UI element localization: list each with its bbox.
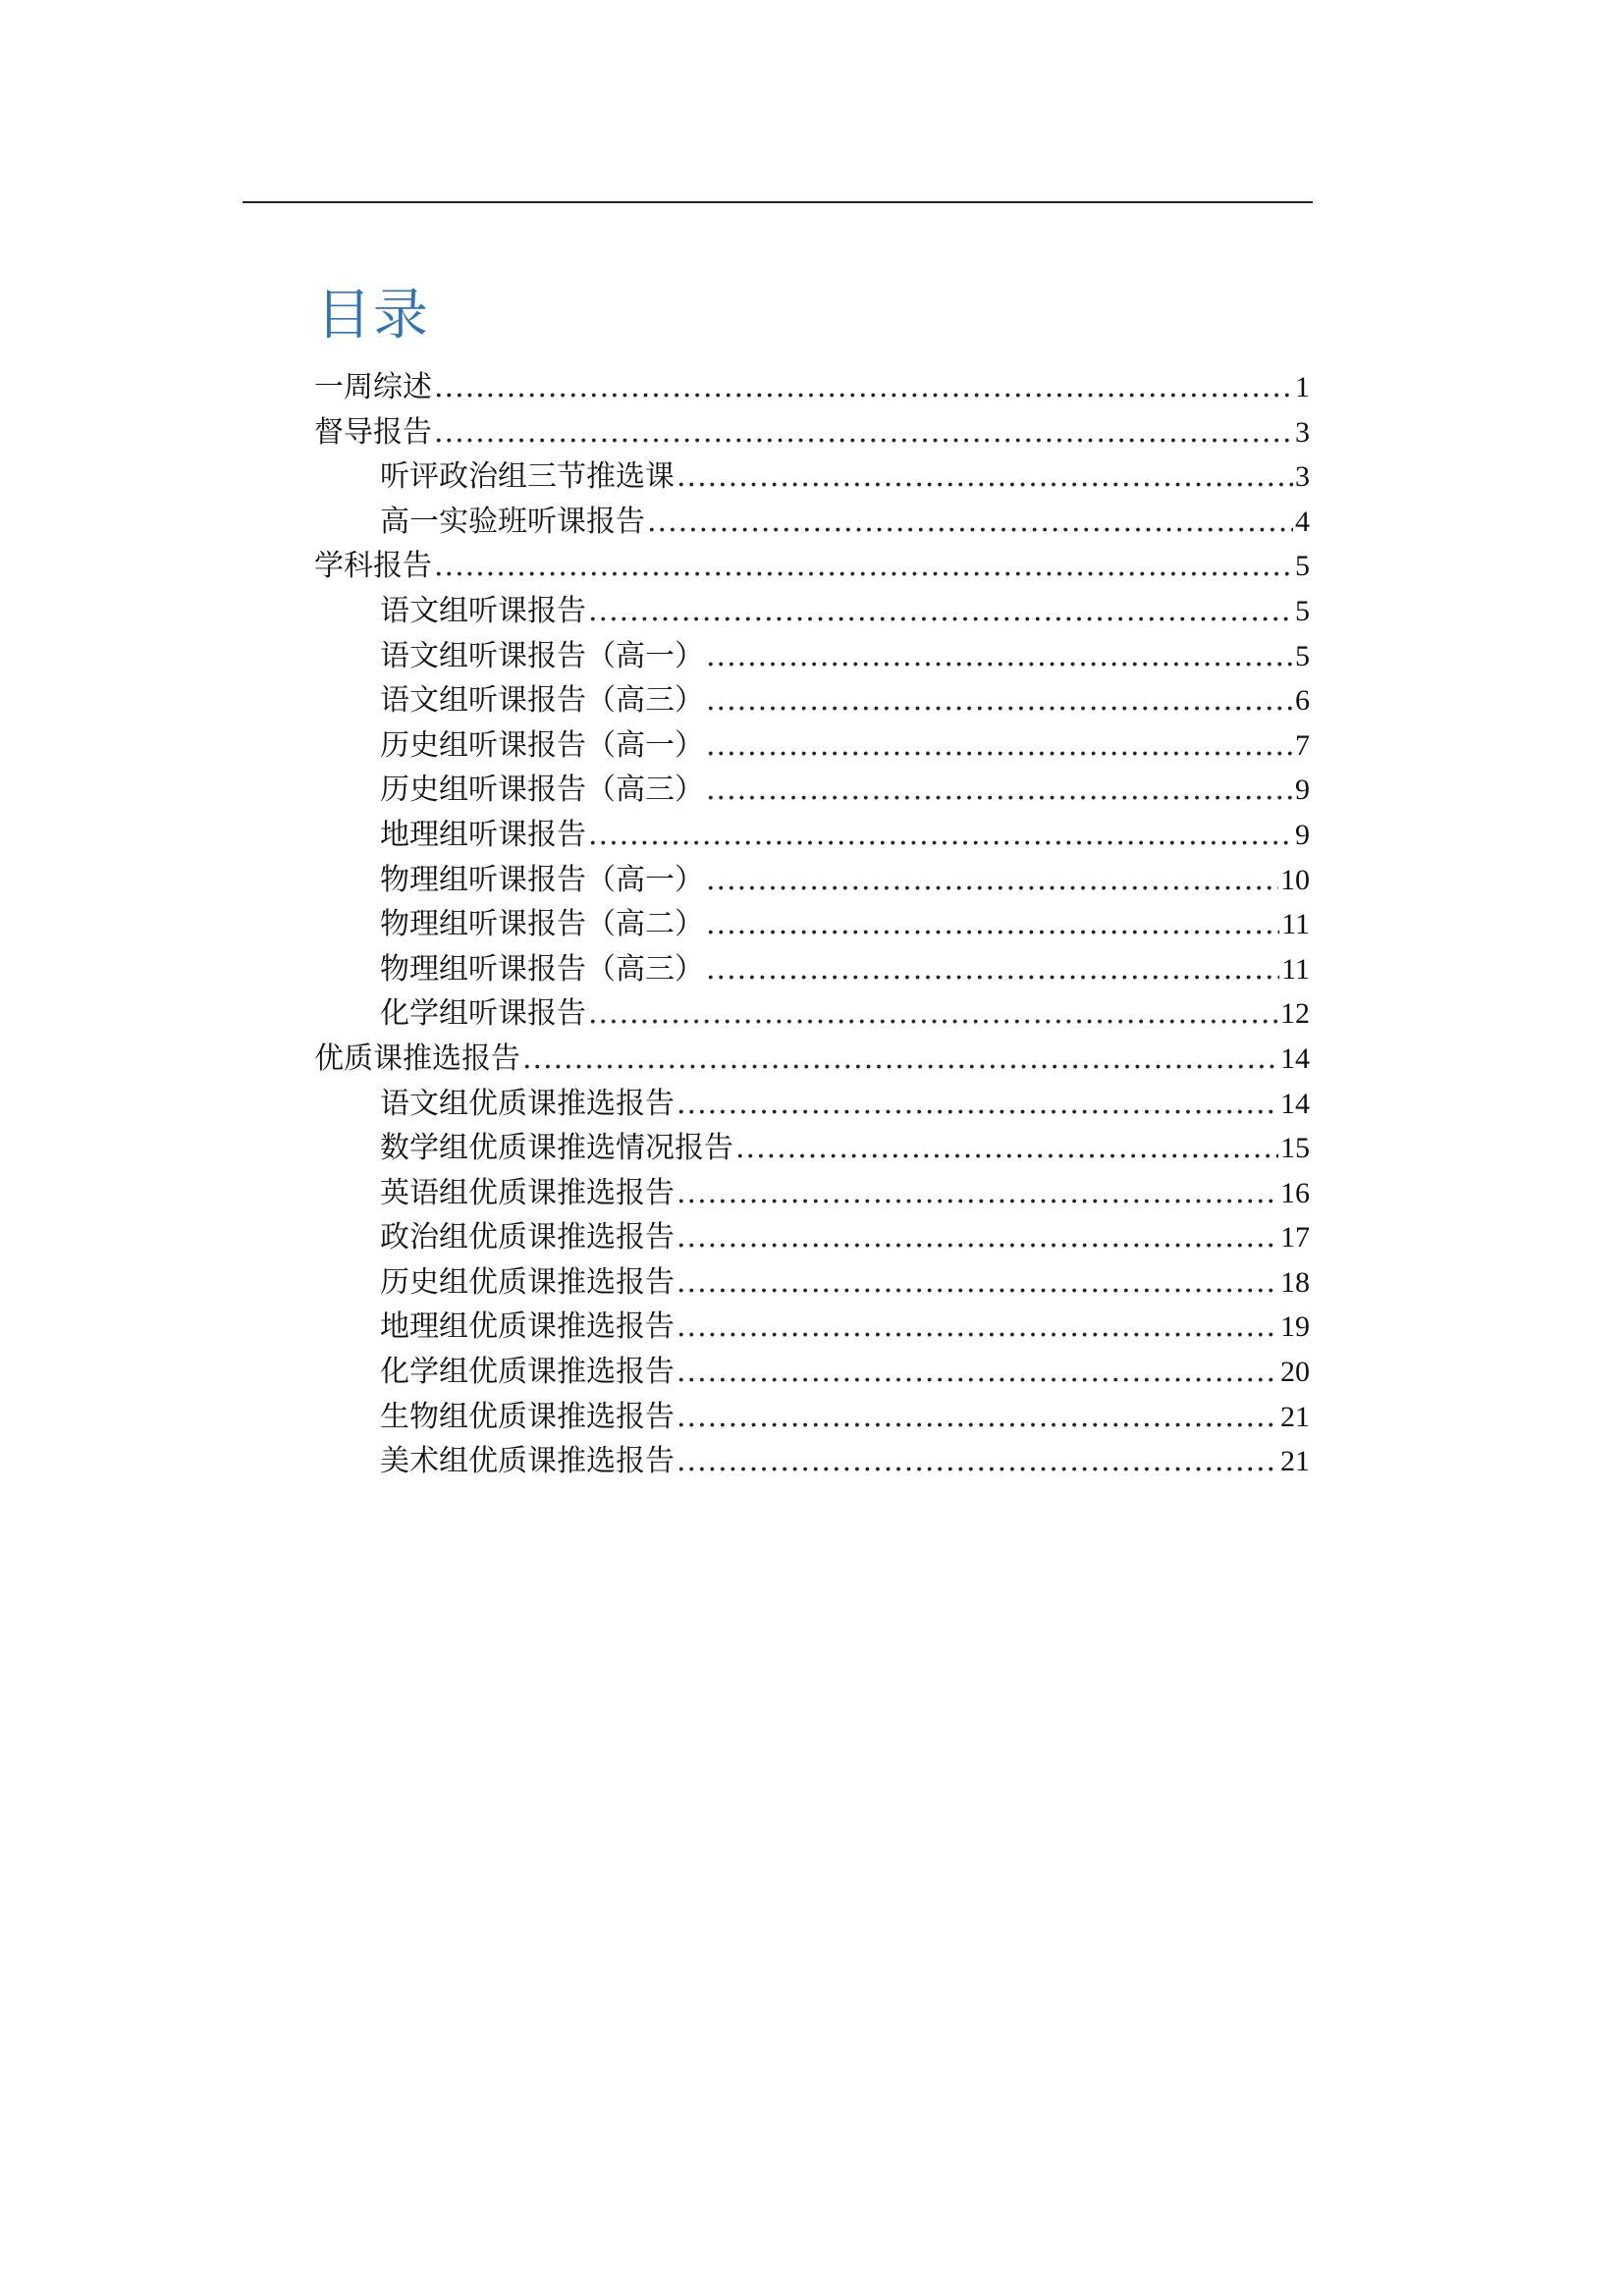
toc-entry[interactable]: [314, 1260, 1310, 1306]
toc-entry-page-number: 3: [1295, 415, 1310, 449]
toc-dot-leader: [434, 544, 1293, 589]
toc-entry-page-number: 17: [1280, 1221, 1310, 1255]
toc-entry-label: 督导报告: [314, 414, 432, 450]
toc-entry[interactable]: [314, 634, 1310, 679]
toc-dot-leader: [706, 678, 1293, 723]
toc-dot-leader: [522, 1037, 1278, 1082]
toc-entry-label: 语文组听课报告（高一）: [380, 638, 704, 673]
toc-entry-page-number: 18: [1280, 1265, 1310, 1299]
toc-dot-leader: [588, 589, 1293, 634]
toc-entry-page-number: 10: [1280, 863, 1310, 896]
toc-entry-page-number: 19: [1280, 1310, 1310, 1344]
toc-entry[interactable]: [314, 1439, 1310, 1484]
toc-entry-page-number: 14: [1280, 1087, 1310, 1120]
toc-entry-page-number: 9: [1295, 818, 1310, 851]
toc-entry-page-number: 4: [1295, 505, 1310, 538]
toc-entry[interactable]: [314, 1215, 1310, 1260]
toc-entry-label: 地理组听课报告: [380, 817, 586, 852]
toc-entry-page-number: 15: [1280, 1132, 1310, 1165]
toc-entry-page-number: 1: [1295, 371, 1310, 403]
toc-entry[interactable]: [314, 589, 1310, 634]
toc-dot-leader: [677, 454, 1293, 500]
toc-entry-page-number: 11: [1281, 908, 1310, 941]
toc-entry-label: 优质课推选报告: [314, 1041, 520, 1076]
toc-entry[interactable]: [314, 410, 1310, 455]
toc-entry-label: 数学组优质课推选情况报告: [380, 1131, 733, 1166]
toc-entry-label: 地理组优质课推选报告: [380, 1309, 675, 1345]
toc-entry-label: 物理组听课报告（高一）: [380, 862, 704, 897]
table-of-contents: [314, 365, 1310, 1484]
toc-dot-leader: [706, 902, 1279, 947]
toc-entry-page-number: 6: [1295, 684, 1310, 718]
toc-entry[interactable]: [314, 678, 1310, 723]
toc-entry-page-number: 3: [1295, 460, 1310, 494]
toc-dot-leader: [647, 500, 1293, 545]
toc-entry-page-number: 11: [1281, 952, 1310, 986]
toc-dot-leader: [677, 1439, 1278, 1484]
toc-dot-leader: [677, 1305, 1278, 1350]
toc-entry-page-number: 9: [1295, 774, 1310, 807]
toc-entry-label: 化学组优质课推选报告: [380, 1355, 675, 1390]
toc-entry-page-number: 12: [1280, 997, 1310, 1031]
toc-entry-label: 历史组听课报告（高一）: [380, 727, 704, 763]
toc-entry-label: 生物组优质课推选报告: [380, 1399, 675, 1434]
toc-entry[interactable]: [314, 1082, 1310, 1127]
toc-entry-label: 美术组优质课推选报告: [380, 1444, 675, 1479]
toc-entry-label: 化学组听课报告: [380, 996, 586, 1032]
toc-entry-page-number: 21: [1280, 1445, 1310, 1478]
toc-dot-leader: [706, 768, 1293, 813]
toc-entry[interactable]: [314, 813, 1310, 858]
toc-entry-page-number: 5: [1295, 594, 1310, 627]
toc-entry-label: 听评政治组三节推选课: [380, 459, 675, 495]
toc-entry-label: 语文组听课报告（高三）: [380, 683, 704, 719]
toc-dot-leader: [677, 1395, 1278, 1440]
toc-title: 目录: [316, 284, 430, 347]
toc-dot-leader: [434, 365, 1293, 410]
toc-entry[interactable]: [314, 991, 1310, 1037]
toc-entry-label: 一周综述: [314, 370, 432, 404]
toc-entry[interactable]: [314, 544, 1310, 589]
toc-entry[interactable]: [314, 858, 1310, 903]
toc-dot-leader: [706, 723, 1293, 769]
toc-entry-label: 语文组优质课推选报告: [380, 1086, 675, 1121]
toc-entry-label: 政治组优质课推选报告: [380, 1220, 675, 1255]
toc-entry-label: 历史组优质课推选报告: [380, 1264, 675, 1300]
toc-entry[interactable]: [314, 500, 1310, 545]
toc-entry[interactable]: [314, 1171, 1310, 1216]
toc-entry-label: 高一实验班听课报告: [380, 504, 645, 539]
toc-entry-page-number: 7: [1295, 728, 1310, 762]
toc-dot-leader: [677, 1082, 1278, 1127]
toc-dot-leader: [706, 634, 1293, 679]
toc-entry-label: 物理组听课报告（高三）: [380, 951, 704, 987]
toc-dot-leader: [706, 947, 1279, 992]
toc-dot-leader: [735, 1126, 1278, 1171]
toc-entry-page-number: 5: [1295, 550, 1310, 583]
toc-entry-label: 英语组优质课推选报告: [380, 1175, 675, 1210]
toc-dot-leader: [677, 1350, 1278, 1395]
toc-entry[interactable]: [314, 365, 1310, 410]
toc-entry-label: 语文组听课报告: [380, 593, 586, 628]
toc-entry[interactable]: [314, 1126, 1310, 1171]
toc-entry[interactable]: [314, 1037, 1310, 1082]
toc-entry-page-number: 16: [1280, 1176, 1310, 1209]
toc-entry-page-number: 14: [1280, 1041, 1310, 1075]
toc-dot-leader: [706, 858, 1278, 903]
toc-entry-page-number: 5: [1295, 639, 1310, 672]
toc-entry[interactable]: [314, 454, 1310, 500]
toc-dot-leader: [677, 1171, 1278, 1216]
toc-entry-page-number: 20: [1280, 1356, 1310, 1389]
toc-dot-leader: [677, 1260, 1278, 1306]
toc-entry-label: 物理组听课报告（高二）: [380, 907, 704, 942]
toc-entry[interactable]: [314, 947, 1310, 992]
toc-entry-label: 学科报告: [314, 549, 432, 584]
toc-dot-leader: [434, 410, 1293, 455]
toc-dot-leader: [588, 813, 1293, 858]
toc-entry[interactable]: [314, 1395, 1310, 1440]
toc-entry[interactable]: [314, 902, 1310, 947]
toc-entry-page-number: 21: [1280, 1400, 1310, 1433]
toc-entry[interactable]: [314, 1350, 1310, 1395]
header-rule: [243, 201, 1313, 203]
toc-entry[interactable]: [314, 723, 1310, 769]
toc-entry[interactable]: [314, 1305, 1310, 1350]
toc-entry-label: 历史组听课报告（高三）: [380, 773, 704, 808]
toc-dot-leader: [677, 1215, 1278, 1260]
toc-entry[interactable]: [314, 768, 1310, 813]
toc-dot-leader: [588, 991, 1278, 1037]
